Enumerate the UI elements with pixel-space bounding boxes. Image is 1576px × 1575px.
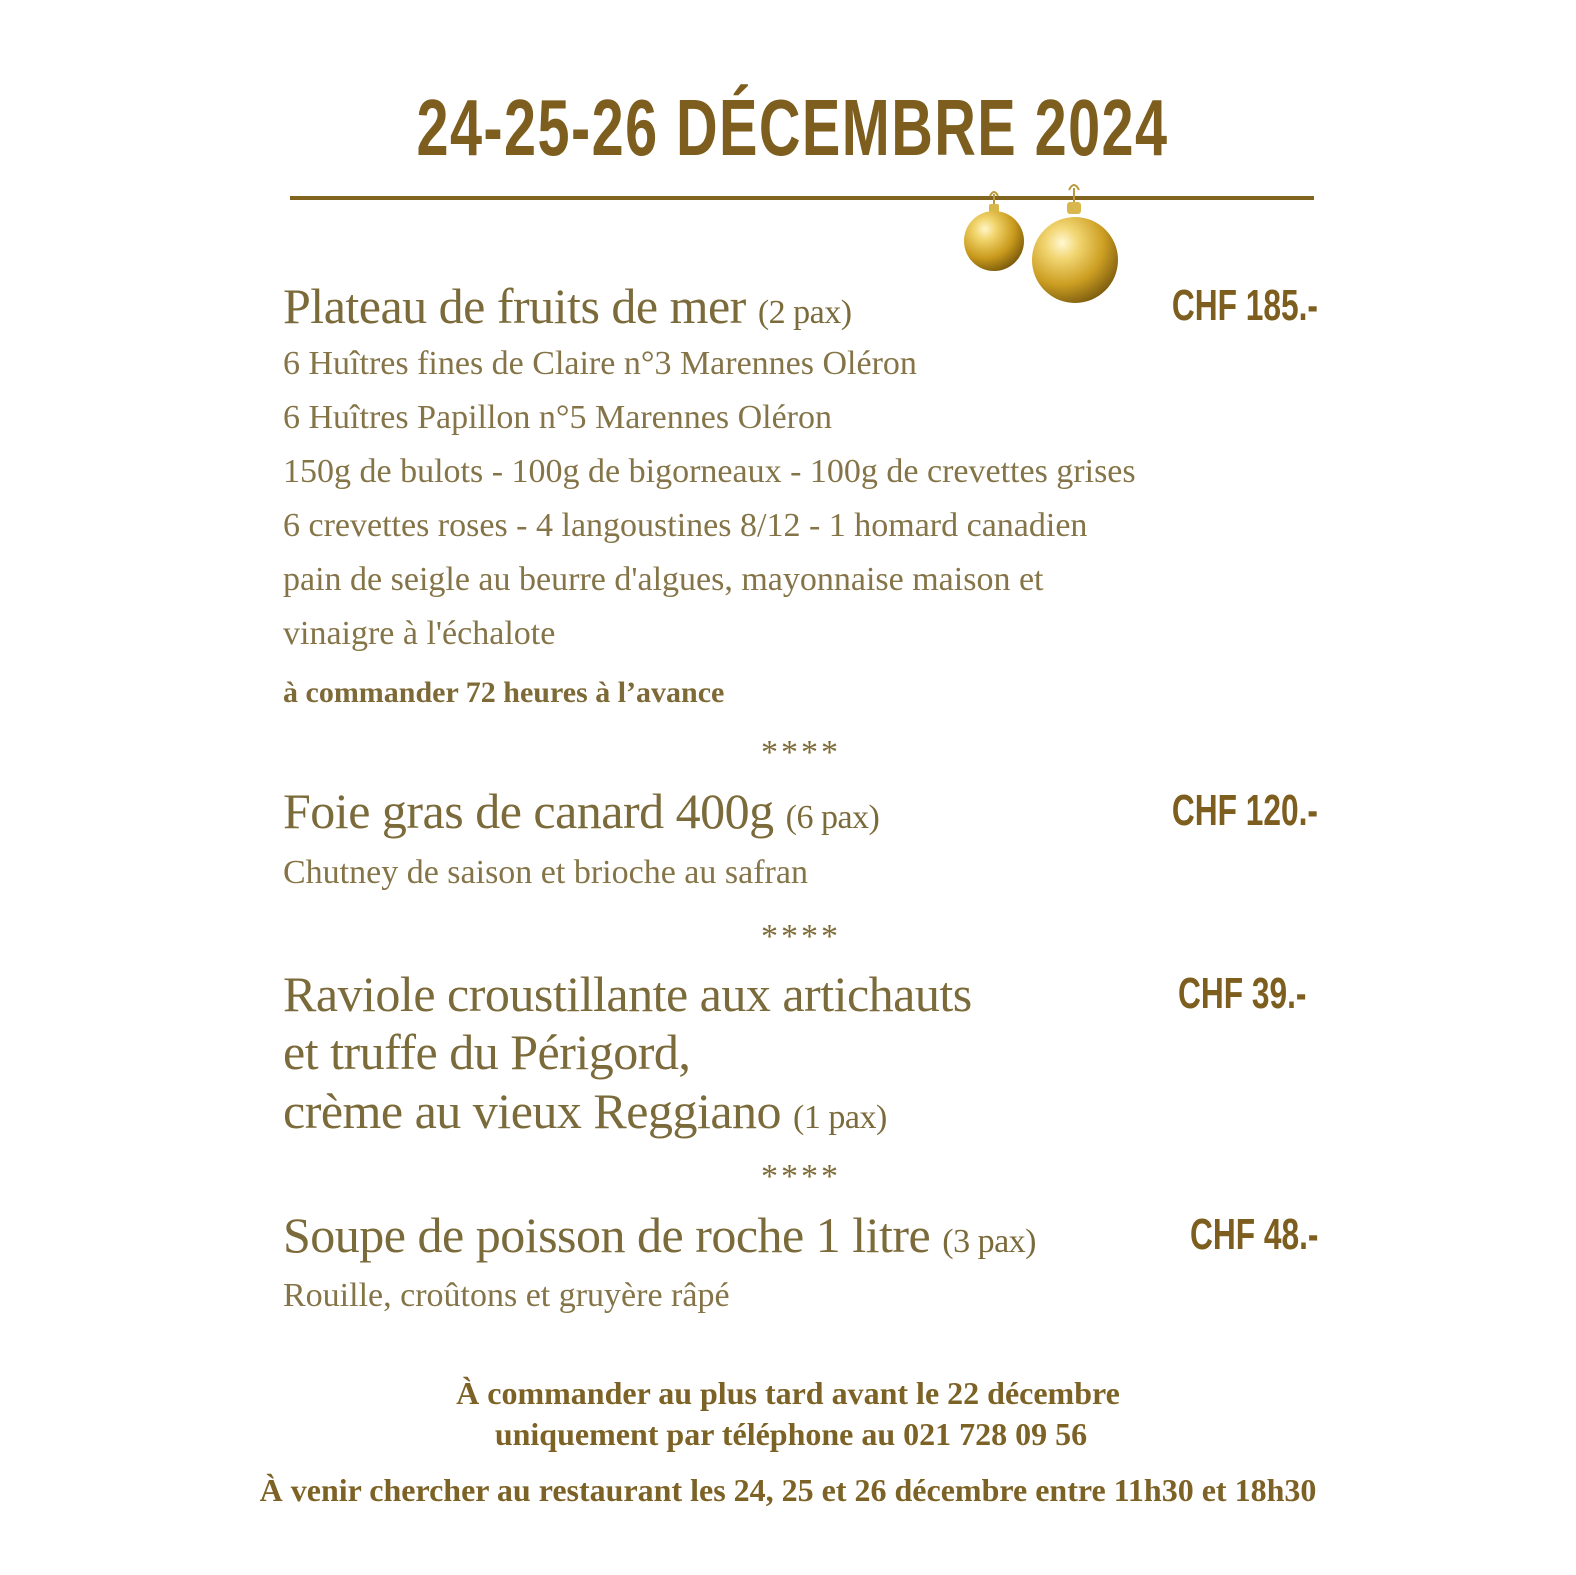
phone-order-text: uniquement par téléphone au 021 728 09 56 xyxy=(494,1416,1088,1452)
dish-description-line: pain de seigle au beurre d'algues, mayonnaise maison et xyxy=(283,561,1044,598)
dish-price: CHF 185.- xyxy=(1171,281,1318,330)
christmas-bauble-icon xyxy=(955,180,1135,310)
pax-label: (2 pax) xyxy=(757,294,852,331)
dish-description-line: Rouille, croûtons et gruyère râpé xyxy=(283,1277,730,1314)
pax-label: (1 pax) xyxy=(793,1099,887,1136)
order-note: à commander 72 heures à l’avance xyxy=(283,676,725,709)
header-divider xyxy=(290,196,1314,200)
dish-title-line: et truffe du Périgord, xyxy=(283,1024,691,1080)
dish-title: Foie gras de canard 400g (6 pax) xyxy=(283,783,880,839)
dish-description-line: 150g de bulots - 100g de bigorneaux - 100g de crevettes grises xyxy=(283,453,1136,490)
dish-title-line: Raviole croustillante aux artichauts xyxy=(283,966,972,1022)
pax-label: (6 pax) xyxy=(785,799,880,836)
dish-description-line: 6 Huîtres Papillon n°5 Marennes Oléron xyxy=(283,399,832,436)
dish-price: CHF 39.- xyxy=(1177,969,1306,1018)
dish-description-line: 6 Huîtres fines de Claire n°3 Marennes Oléron xyxy=(283,345,917,382)
dish-title-line: crème au vieux Reggiano (1 pax) xyxy=(283,1083,887,1139)
pickup-info-text: À venir chercher au restaurant les 24, 25 et 26 décembre entre 11h30 et 18h30 xyxy=(259,1472,1317,1508)
pax-label: (3 pax) xyxy=(942,1223,1036,1260)
dish-title: Plateau de fruits de mer (2 pax) xyxy=(283,278,852,334)
order-deadline-text: À commander au plus tard avant le 22 décembre xyxy=(456,1375,1120,1411)
dish-price: CHF 48.- xyxy=(1189,1210,1318,1259)
dish-description-line: vinaigre à l'échalote xyxy=(283,615,556,652)
page-title: 24-25-26 DÉCEMBRE 2024 xyxy=(416,83,1169,172)
dish-description-line: 6 crevettes roses - 4 langoustines 8/12 - 1 homard canadien xyxy=(283,507,1088,544)
section-separator: **** xyxy=(761,918,841,955)
dish-description-line: Chutney de saison et brioche au safran xyxy=(283,854,808,891)
section-separator: **** xyxy=(761,734,841,771)
dish-title: Soupe de poisson de roche 1 litre (3 pax) xyxy=(283,1207,1036,1263)
section-separator: **** xyxy=(761,1158,841,1195)
dish-price: CHF 120.- xyxy=(1171,786,1318,835)
